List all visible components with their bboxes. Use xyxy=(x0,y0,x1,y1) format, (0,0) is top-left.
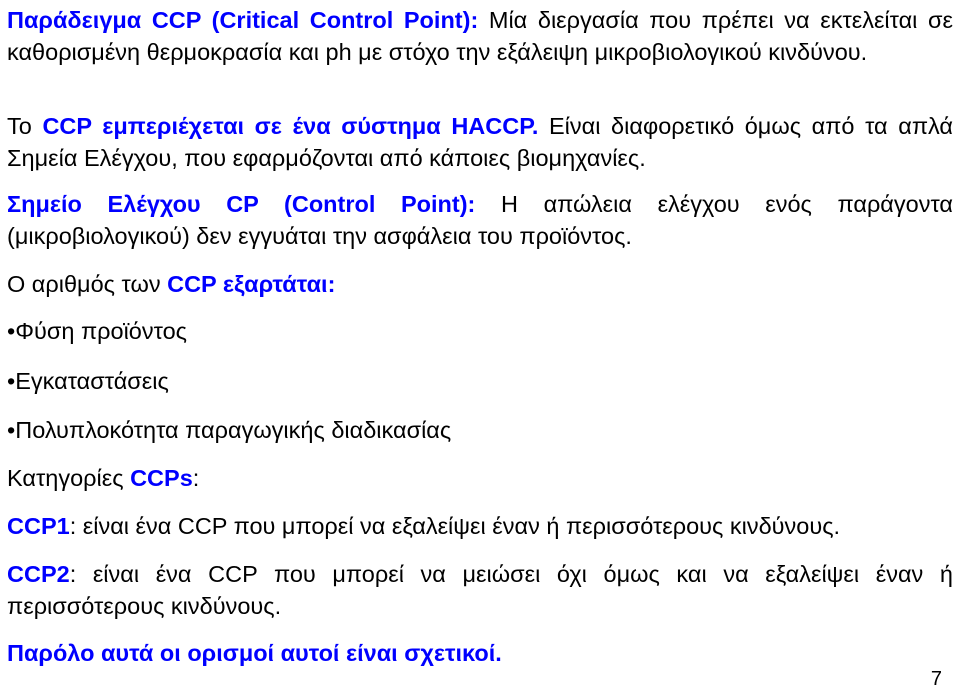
paragraph-ccp-categories xyxy=(7,462,953,494)
cp-text: Η απώλεια ελέγχου ενός παράγοντα (μικροβιολογικού) δεν εγγυάται την ασφάλεια του προϊόντος. xyxy=(7,191,953,249)
haccp-heading: CCP εμπεριέχεται σε ένα σύστημα HACCP. xyxy=(42,113,539,139)
ccp-count-prefix: Ο αριθμός των xyxy=(7,271,168,297)
paragraph-ccp2 xyxy=(7,558,953,622)
ccp2-text: : είναι ένα CCP που μπορεί να μειώσει όχι όμως και να εξαλείψει έναν ή περισσότερους κινδύνους. xyxy=(7,561,953,619)
bullet-text: Εγκαταστάσεις xyxy=(15,368,169,394)
categories-colon: : xyxy=(192,465,200,491)
ccp-count-heading: CCP εξαρτάται: xyxy=(167,271,336,297)
ccp-example-heading: Παράδειγμα CCP (Critical Control Point): xyxy=(7,7,479,33)
paragraph-conclusion xyxy=(7,637,953,669)
bullet-item xyxy=(7,414,953,446)
page-number: 7 xyxy=(930,668,942,690)
conclusion-text: Παρόλο αυτά οι ορισμοί αυτοί είναι σχετικοί. xyxy=(7,640,502,666)
categories-prefix: Κατηγορίες xyxy=(7,465,131,491)
bullet-text: Φύση προϊόντος xyxy=(15,318,187,344)
bullet-item xyxy=(7,315,953,347)
paragraph-ccp1 xyxy=(7,510,953,542)
paragraph-ccp-count xyxy=(7,268,953,300)
paragraph-cp xyxy=(7,188,953,252)
haccp-prefix: Το xyxy=(7,113,43,139)
bullet-icon: • xyxy=(7,417,16,443)
ccp-example-text: Μία διεργασία που πρέπει να εκτελείται σε καθορισμένη θερμοκρασία και ph με στόχο την εξάλειψη μικροβιολογικού κινδύνου. xyxy=(7,7,953,65)
categories-heading: CCPs xyxy=(130,465,193,491)
haccp-text: Είναι διαφορετικό όμως από τα απλά Σημεία Ελέγχου, που εφαρμόζονται από κάποιες βιομηχανίες. xyxy=(7,113,954,171)
bullet-icon: • xyxy=(7,318,16,344)
paragraph-haccp xyxy=(7,110,953,174)
bullet-icon: • xyxy=(7,368,16,394)
paragraph-ccp-example xyxy=(7,4,953,68)
bullet-item xyxy=(7,365,953,397)
bullet-text: Πολυπλοκότητα παραγωγικής διαδικασίας xyxy=(15,417,452,443)
ccp2-heading: CCP2 xyxy=(7,561,70,587)
cp-heading: Σημείο Ελέγχου CP (Control Point): xyxy=(7,191,476,217)
ccp1-heading: CCP1 xyxy=(7,513,70,539)
ccp1-text: : είναι ένα CCP που μπορεί να εξαλείψει έναν ή περισσότερους κινδύνους. xyxy=(69,513,841,539)
